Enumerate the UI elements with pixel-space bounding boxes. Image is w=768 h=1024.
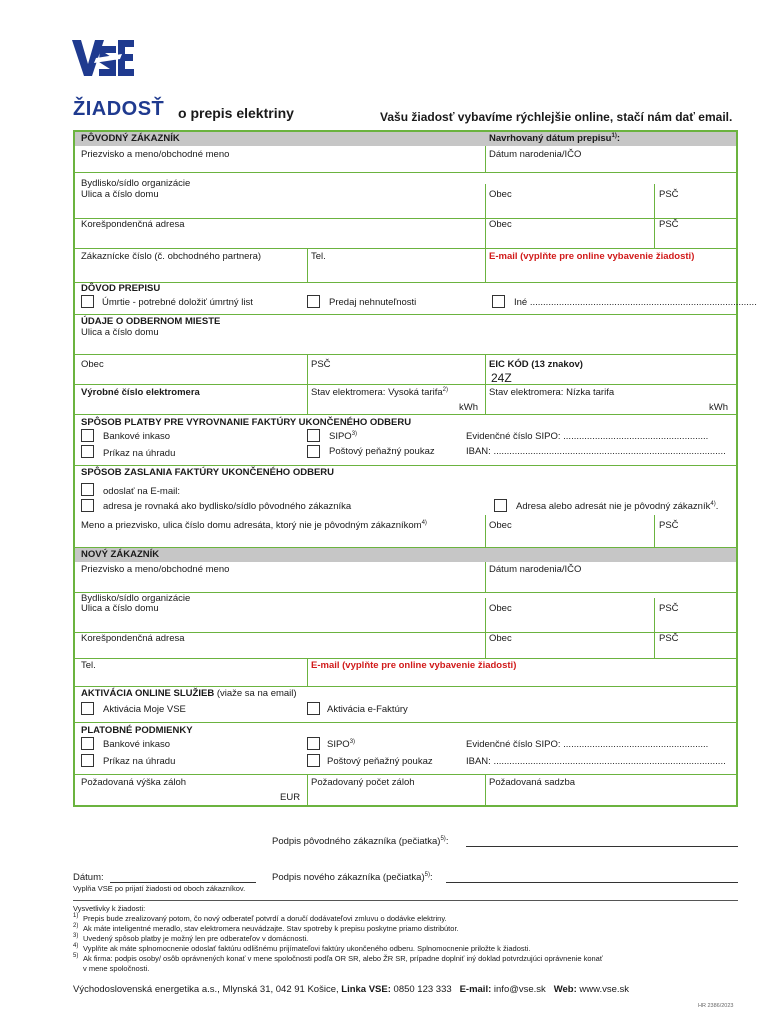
section-heading-zaslanie: SPÔSOB ZASLANIA FAKTÚRY UKONČENÉHO ODBERU bbox=[81, 467, 334, 478]
field-customer-number[interactable]: Zákaznícke číslo (č. obchodného partnera) bbox=[81, 251, 262, 262]
footnote-item bbox=[73, 934, 733, 944]
field-povodny-name[interactable]: Priezvisko a meno/obchodné meno bbox=[81, 149, 230, 160]
field-miesto-psc[interactable]: PSČ bbox=[311, 359, 331, 370]
footnote-text: v mene spoločnosti. bbox=[83, 964, 150, 973]
checkbox-zaslanie-rovnaka[interactable] bbox=[81, 499, 94, 512]
field-novy-koresp-psc[interactable]: PSČ bbox=[659, 633, 679, 644]
field-novy-address-label: Bydlisko/sídlo organizácie bbox=[81, 593, 191, 604]
form-code: HR 2386/2023 bbox=[698, 1003, 734, 1009]
footnote-item bbox=[73, 914, 733, 924]
footnotes-list bbox=[73, 914, 733, 974]
checkbox-novy-poukaz[interactable] bbox=[307, 754, 320, 767]
footnote-number: 5) bbox=[73, 953, 79, 959]
checkbox-umrtie[interactable] bbox=[81, 295, 94, 308]
section-heading-aktivacia: AKTIVÁCIA ONLINE SLUŽIEB (viaže sa na email) bbox=[81, 688, 297, 699]
eic-label: EIC KÓD (13 znakov) bbox=[489, 359, 583, 370]
field-zaslanie-email[interactable]: odoslať na E-mail: bbox=[103, 486, 180, 497]
vse-logo bbox=[72, 40, 134, 76]
footnote-number: 4) bbox=[73, 943, 79, 949]
vse-fill-note: Vyplňa VSE po prijatí žiadosti od oboch zákazníkov. bbox=[73, 884, 246, 893]
footnote-text: Uvedený spôsob platby je možný len pre odberateľov v domácnosti. bbox=[83, 934, 309, 943]
footer-web[interactable]: www.vse.sk bbox=[579, 984, 630, 995]
footer-linka[interactable]: 0850 123 333 bbox=[393, 984, 452, 995]
checkbox-sipo[interactable] bbox=[307, 429, 320, 442]
field-vyska-zaloh[interactable]: Požadovaná výška záloh bbox=[81, 777, 187, 788]
field-miesto-obec[interactable]: Obec bbox=[81, 359, 104, 370]
label-e-faktura: Aktivácia e-Faktúry bbox=[327, 704, 408, 715]
field-meter-high-tariff[interactable]: Stav elektromera: Vysoká tarifa$^{2)}$ bbox=[311, 387, 448, 399]
section-heading-novy: NOVÝ ZÁKAZNÍK bbox=[81, 549, 160, 560]
label-zaslanie-rovnaka: adresa je rovnaká ako bydlisko/sídlo pôvodného zákazníka bbox=[103, 501, 352, 512]
section-bar-novy bbox=[75, 548, 736, 562]
section-heading-podmienky: PLATOBNÉ PODMIENKY bbox=[81, 725, 193, 736]
label-predaj: Predaj nehnuteľnosti bbox=[329, 297, 417, 308]
field-novy-koresp[interactable]: Korešpondenčná adresa bbox=[81, 633, 185, 644]
checkbox-zaslanie-ina[interactable] bbox=[494, 499, 507, 512]
label-novy-prikaz: Príkaz na úhradu bbox=[103, 756, 176, 767]
checkbox-novy-inkaso[interactable] bbox=[81, 737, 94, 750]
unit-kwh-low: kWh bbox=[709, 402, 728, 413]
field-novy-sipo-number[interactable]: Evidenčné číslo SIPO: ....................................................... bbox=[466, 739, 709, 750]
footnote-number: 3) bbox=[73, 933, 79, 939]
label-novy-poukaz: Poštový peňažný poukaz bbox=[327, 756, 433, 767]
field-sadzba[interactable]: Požadovaná sadzba bbox=[489, 777, 576, 788]
field-zaslanie-obec[interactable]: Obec bbox=[489, 520, 512, 531]
field-meter-low-tariff[interactable]: Stav elektromera: Nízka tarifa bbox=[489, 387, 615, 398]
footnote-number: 2) bbox=[73, 923, 79, 929]
footer-company: Východoslovenská energetika a.s., Mlynská 31, 042 91 Košice, bbox=[73, 984, 339, 995]
transfer-date-label: Navrhovaný dátum prepisu$^{1)}$: bbox=[489, 133, 620, 145]
online-note: Vašu žiadosť vybavíme rýchlejšie online, stačí nám dať email. bbox=[380, 110, 733, 124]
field-povodny-koresp[interactable]: Korešpondenčná adresa bbox=[81, 219, 185, 230]
footnote-text: Ak máte inteligentné meradlo, stav elektromera neuvádzajte. Stav spotreby k prepisu poskytne priamo distribútor. bbox=[83, 924, 459, 933]
field-novy-iban[interactable]: IBAN: ........................................................................................ bbox=[466, 756, 726, 767]
footnote-item bbox=[73, 944, 733, 954]
page-subtitle: o prepis elektriny bbox=[178, 105, 294, 121]
signature-novy-line[interactable] bbox=[446, 882, 738, 883]
footer-contact bbox=[73, 984, 629, 995]
checkbox-inkaso[interactable] bbox=[81, 429, 94, 442]
page-title: ŽIADOSŤ bbox=[73, 98, 165, 120]
field-eic-code[interactable]: 24Z bbox=[491, 371, 512, 385]
field-povodny-tel[interactable]: Tel. bbox=[311, 251, 326, 262]
field-povodny-birth[interactable]: Dátum narodenia/IČO bbox=[489, 149, 582, 160]
field-povodny-address-label: Bydlisko/sídlo organizácie bbox=[81, 178, 191, 189]
field-novy-obec[interactable]: Obec bbox=[489, 603, 512, 614]
field-novy-email[interactable]: E-mail (vyplňte pre online vybavenie žiadosti) bbox=[311, 660, 517, 671]
footnote-text: Prepis bude zrealizovaný potom, čo nový odberateľ potvrdí a doručí dodávateľovi zmluvu o dodávke elektriny. bbox=[83, 914, 447, 923]
checkbox-poukaz[interactable] bbox=[307, 445, 320, 458]
field-zaslanie-psc[interactable]: PSČ bbox=[659, 520, 679, 531]
field-sipo-number[interactable]: Evidenčné číslo SIPO: ....................................................... bbox=[466, 431, 709, 442]
field-povodny-koresp-psc[interactable]: PSČ bbox=[659, 219, 679, 230]
label-moje-vse: Aktivácia Moje VSE bbox=[103, 704, 186, 715]
field-novy-koresp-obec[interactable]: Obec bbox=[489, 633, 512, 644]
footnote-item bbox=[73, 964, 733, 974]
field-zaslanie-adresat[interactable]: Meno a priezvisko, ulica číslo domu adresáta, ktorý nie je pôvodným zákazníkom$^{4)}$ bbox=[81, 520, 427, 532]
checkbox-novy-prikaz[interactable] bbox=[81, 754, 94, 767]
label-poukaz: Poštový peňažný poukaz bbox=[329, 446, 435, 457]
checkbox-novy-sipo[interactable] bbox=[307, 737, 320, 750]
footnote-item bbox=[73, 924, 733, 934]
footer-linka-label: Linka VSE: bbox=[341, 984, 391, 995]
field-povodny-koresp-obec[interactable]: Obec bbox=[489, 219, 512, 230]
section-heading-miesto: ÚDAJE O ODBERNOM MIESTE bbox=[81, 316, 221, 327]
label-novy-sipo: SIPO$^{3)}$ bbox=[327, 739, 356, 751]
label-inkaso: Bankové inkaso bbox=[103, 431, 171, 442]
footnote-item bbox=[73, 954, 733, 964]
field-povodny-street[interactable]: Ulica a číslo domu bbox=[81, 189, 159, 200]
field-novy-tel[interactable]: Tel. bbox=[81, 660, 96, 671]
field-povodny-email[interactable]: E-mail (vyplňte pre online vybavenie žiadosti) bbox=[489, 251, 695, 262]
footer-email-label: E-mail: bbox=[459, 984, 492, 995]
field-novy-birth[interactable]: Dátum narodenia/IČO bbox=[489, 564, 582, 575]
footer-email[interactable]: info@vse.sk bbox=[493, 984, 546, 995]
label-sipo: SIPO$^{3)}$ bbox=[329, 431, 358, 443]
signature-povodny-label: Podpis pôvodného zákazníka (pečiatka)$^{5)}$: bbox=[272, 836, 449, 848]
date-label: Dátum: bbox=[73, 872, 104, 883]
footer-web-label: Web: bbox=[553, 984, 577, 995]
footnote-text: Vyplňte ak máte splnomocnenie odoslať faktúru odlišnému prijímateľovi faktúry ukončeného odberu. Splnomocnenie priložte k žiadosti. bbox=[83, 944, 531, 953]
date-line[interactable] bbox=[110, 882, 256, 883]
section-heading-platba: SPÔSOB PLATBY PRE VYROVNANIE FAKTÚRY UKONČENÉHO ODBERU bbox=[81, 417, 412, 428]
checkbox-zaslanie-email[interactable] bbox=[81, 483, 94, 496]
field-meter-number[interactable]: Výrobné číslo elektromera bbox=[81, 387, 200, 398]
checkbox-predaj[interactable] bbox=[307, 295, 320, 308]
checkbox-e-faktura[interactable] bbox=[307, 702, 320, 715]
field-povodny-psc[interactable]: PSČ bbox=[659, 189, 679, 200]
field-novy-street[interactable]: Ulica a číslo domu bbox=[81, 603, 159, 614]
signature-povodny-line[interactable] bbox=[466, 846, 738, 847]
field-pocet-zaloh[interactable]: Požadovaný počet záloh bbox=[311, 777, 415, 788]
unit-kwh-high: kWh bbox=[459, 402, 478, 413]
field-povodny-obec[interactable]: Obec bbox=[489, 189, 512, 200]
field-miesto-ulica[interactable]: Ulica a číslo domu bbox=[81, 327, 159, 338]
checkbox-moje-vse[interactable] bbox=[81, 702, 94, 715]
section-heading-dovod: DÔVOD PREPISU bbox=[81, 283, 161, 294]
label-prikaz: Príkaz na úhradu bbox=[103, 448, 176, 459]
footnote-text: Ak firma: podpis osoby/ osôb oprávnených konať v mene spoločnosti podľa OR SR, alebo ŽR SR, prípadne doplniť iný doklad potvrdzujúci oprávnenie konať bbox=[83, 954, 603, 963]
label-ine[interactable]: Iné ...................................................................................... bbox=[514, 297, 757, 308]
label-umrtie: Úmrtie - potrebné doložiť úmrtný list bbox=[102, 297, 253, 308]
footnotes-title: Vysvetlivky k žiadosti: bbox=[73, 904, 146, 913]
field-novy-name[interactable]: Priezvisko a meno/obchodné meno bbox=[81, 564, 230, 575]
signature-novy-label: Podpis nového zákazníka (pečiatka)$^{5)}$: bbox=[272, 872, 433, 884]
footnote-number: 1) bbox=[73, 913, 79, 919]
section-heading-povodny: PÔVODNÝ ZÁKAZNÍK bbox=[81, 133, 180, 144]
label-novy-inkaso: Bankové inkaso bbox=[103, 739, 171, 750]
checkbox-ine[interactable] bbox=[492, 295, 505, 308]
unit-eur: EUR bbox=[280, 792, 301, 803]
application-form bbox=[73, 130, 757, 807]
field-iban[interactable]: IBAN: ........................................................................................ bbox=[466, 446, 726, 457]
label-zaslanie-ina: Adresa alebo adresát nie je pôvodný zákazník$^{4)}$. bbox=[516, 501, 719, 513]
footnotes-divider bbox=[73, 900, 738, 901]
checkbox-prikaz[interactable] bbox=[81, 445, 94, 458]
field-novy-psc[interactable]: PSČ bbox=[659, 603, 679, 614]
